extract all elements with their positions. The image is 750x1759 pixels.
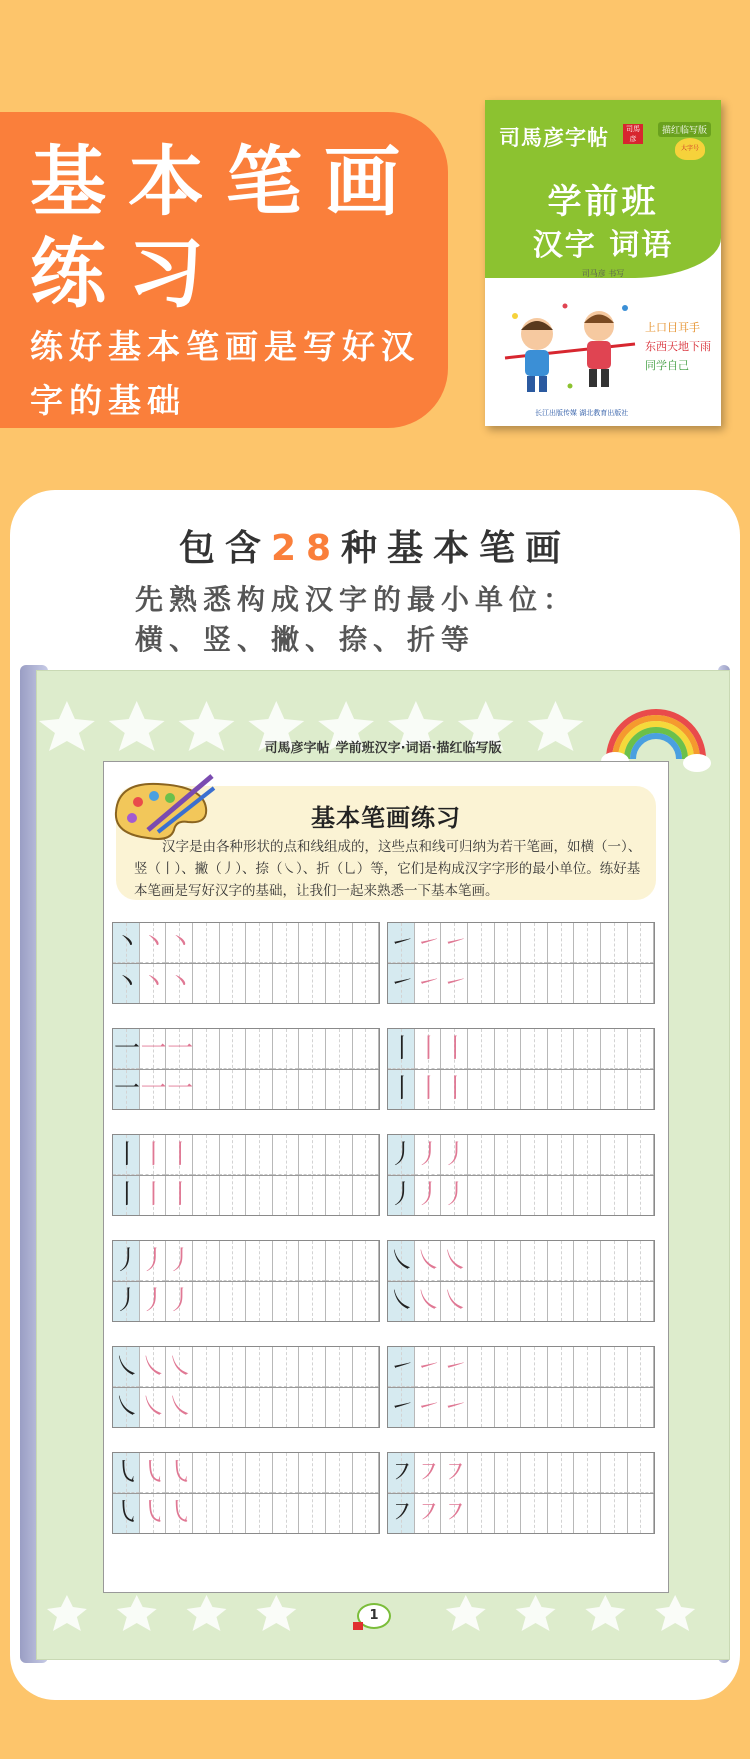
stroke-example: ㇀ bbox=[389, 1352, 416, 1382]
cover-brand: 司馬彦字帖 bbox=[499, 125, 609, 150]
workbook-header-text: 学前班汉字·词语·描红临写版 bbox=[335, 741, 502, 756]
stroke-trace: ㇏ bbox=[140, 1352, 167, 1382]
stroke-trace: 丨 bbox=[167, 1180, 194, 1210]
card-description-line1: 先熟悉构成汉字的最小单位： bbox=[135, 583, 578, 616]
page-number: 1 bbox=[357, 1603, 391, 1629]
stroke-trace: ㇇ bbox=[442, 1498, 469, 1528]
stroke-trace: ㇀ bbox=[415, 1392, 442, 1422]
cover-seal-stamp: 司馬彦 bbox=[623, 124, 643, 144]
stroke-trace: ㇂ bbox=[140, 1498, 167, 1528]
stroke-trace: ㇏ bbox=[415, 1286, 442, 1316]
stroke-trace: 丨 bbox=[140, 1180, 167, 1210]
stroke-example: ㇏ bbox=[389, 1286, 416, 1316]
stroke-trace: ㇀ bbox=[415, 968, 442, 998]
stroke-trace: 丶 bbox=[140, 968, 167, 998]
stroke-trace: 丨 bbox=[415, 1034, 442, 1064]
stroke-trace: ㇀ bbox=[442, 968, 469, 998]
stroke-trace: 丶 bbox=[140, 928, 167, 958]
grid-row-divider bbox=[113, 1175, 379, 1176]
stroke-example: 丿 bbox=[389, 1180, 416, 1210]
stroke-trace: ㇀ bbox=[442, 928, 469, 958]
stroke-practice-grid bbox=[112, 1240, 380, 1322]
stroke-trace: ㇂ bbox=[167, 1458, 194, 1488]
stroke-practice-grid bbox=[387, 1134, 655, 1216]
stroke-practice-grid bbox=[387, 1028, 655, 1110]
stroke-example: 丶 bbox=[114, 968, 141, 998]
stroke-example: 丨 bbox=[389, 1034, 416, 1064]
stroke-example: 一 bbox=[114, 1034, 141, 1064]
stroke-example: 一 bbox=[114, 1074, 141, 1104]
stroke-trace: ㇀ bbox=[415, 1352, 442, 1382]
stroke-trace: ㇏ bbox=[167, 1392, 194, 1422]
stroke-trace: 丿 bbox=[167, 1246, 194, 1276]
banner-subtitle: 练好基本笔画是写好汉字的基础 bbox=[30, 327, 420, 420]
stroke-example: ㇀ bbox=[389, 968, 416, 998]
practice-sheet bbox=[103, 761, 669, 1593]
stroke-trace: 丶 bbox=[167, 928, 194, 958]
stroke-practice-grid bbox=[112, 1452, 380, 1534]
stroke-practice-grid bbox=[387, 1346, 655, 1428]
stroke-example: ㇀ bbox=[389, 928, 416, 958]
stroke-example: 丿 bbox=[114, 1246, 141, 1276]
stroke-practice-grid bbox=[112, 1028, 380, 1110]
grid-row-divider bbox=[388, 1281, 654, 1282]
stroke-example: ㇂ bbox=[114, 1498, 141, 1528]
stroke-trace: ㇀ bbox=[415, 928, 442, 958]
stroke-example: ㇇ bbox=[389, 1458, 416, 1488]
stroke-practice-grid bbox=[112, 922, 380, 1004]
stroke-example: ㇏ bbox=[114, 1352, 141, 1382]
stroke-trace: 丿 bbox=[415, 1140, 442, 1170]
stroke-trace: 丨 bbox=[415, 1074, 442, 1104]
stroke-trace: 丨 bbox=[140, 1140, 167, 1170]
grid-row-divider bbox=[388, 963, 654, 964]
cover-badge: 描红临写版 bbox=[658, 122, 711, 137]
cover-title-line1: 学前班 bbox=[547, 182, 659, 222]
stroke-trace: ㇀ bbox=[442, 1352, 469, 1382]
workbook-page bbox=[36, 670, 730, 1660]
stroke-example: ㇏ bbox=[389, 1246, 416, 1276]
stroke-trace: ㇇ bbox=[415, 1498, 442, 1528]
cover-poem-line: 同学自己 bbox=[645, 359, 689, 372]
stroke-trace: ㇂ bbox=[140, 1458, 167, 1488]
stroke-example: 丶 bbox=[114, 928, 141, 958]
stroke-practice-grid bbox=[387, 1452, 655, 1534]
stroke-example: 丨 bbox=[114, 1140, 141, 1170]
stroke-trace: 丨 bbox=[442, 1034, 469, 1064]
grid-row-divider bbox=[113, 1387, 379, 1388]
stroke-trace: ㇏ bbox=[415, 1246, 442, 1276]
stroke-practice-grid bbox=[112, 1346, 380, 1428]
intro-text: 汉字是由各种形状的点和线组成的，这些点和线可归纳为若干笔画，如横（一）、竖（丨）、撇（丿）、捺（㇏）、折（乚）等，它们是构成汉字字形的最小单位。练好基本笔画是写好汉字的基础，让我们一起来熟悉一下基本笔画。 bbox=[134, 839, 642, 899]
grid-row-divider bbox=[113, 963, 379, 964]
stroke-practice-grid bbox=[387, 922, 655, 1004]
stroke-trace: ㇇ bbox=[442, 1458, 469, 1488]
cover-title-line2: 汉字 词语 bbox=[532, 228, 674, 263]
stroke-trace: ㇂ bbox=[167, 1498, 194, 1528]
stroke-trace: 一 bbox=[167, 1034, 194, 1064]
stroke-trace: 丿 bbox=[442, 1180, 469, 1210]
grid-row-divider bbox=[388, 1069, 654, 1070]
card-description bbox=[135, 580, 577, 660]
stroke-trace: 丨 bbox=[167, 1140, 194, 1170]
stroke-example: ㇂ bbox=[114, 1458, 141, 1488]
stroke-trace: 丿 bbox=[140, 1286, 167, 1316]
stroke-example: ㇏ bbox=[114, 1392, 141, 1422]
stroke-trace: 一 bbox=[140, 1034, 167, 1064]
card-heading-pre: 包含 bbox=[178, 528, 271, 569]
stroke-trace: ㇇ bbox=[415, 1458, 442, 1488]
stroke-trace: 丿 bbox=[442, 1140, 469, 1170]
content-card bbox=[10, 490, 740, 1700]
stroke-trace: 丨 bbox=[442, 1074, 469, 1104]
grid-row-divider bbox=[113, 1281, 379, 1282]
cover-poem-line: 上口目耳手 bbox=[645, 321, 700, 334]
stroke-example: 丿 bbox=[114, 1286, 141, 1316]
section-title: 基本笔画练习 bbox=[311, 804, 461, 832]
stroke-practice-grid bbox=[112, 1134, 380, 1216]
stroke-trace: 丶 bbox=[167, 968, 194, 998]
grid-row-divider bbox=[388, 1387, 654, 1388]
cover-publisher: 长江出版传媒 湖北教育出版社 bbox=[535, 409, 629, 417]
card-heading-post: 种基本笔画 bbox=[341, 528, 572, 569]
stroke-trace: ㇏ bbox=[442, 1286, 469, 1316]
cover-poem-line: 东西天地下雨 bbox=[645, 340, 711, 353]
stroke-trace: ㇏ bbox=[140, 1392, 167, 1422]
stroke-trace: ㇀ bbox=[442, 1392, 469, 1422]
stroke-trace: 一 bbox=[140, 1074, 167, 1104]
grid-row-divider bbox=[113, 1069, 379, 1070]
paint-palette-icon bbox=[108, 772, 218, 842]
grid-row-divider bbox=[388, 1493, 654, 1494]
stroke-trace: 丿 bbox=[167, 1286, 194, 1316]
card-description-line2: 横、竖、撇、捺、折等 bbox=[135, 623, 476, 656]
grid-row-divider bbox=[113, 1493, 379, 1494]
cover-author: 司马彦 书写 bbox=[581, 269, 625, 278]
card-heading bbox=[10, 520, 740, 571]
cover-medal-icon: 大字号 bbox=[675, 138, 705, 160]
stroke-trace: ㇏ bbox=[167, 1352, 194, 1382]
book-cover bbox=[485, 100, 721, 426]
stroke-trace: ㇏ bbox=[442, 1246, 469, 1276]
stroke-trace: 一 bbox=[167, 1074, 194, 1104]
stroke-trace: 丿 bbox=[140, 1246, 167, 1276]
card-heading-number: 28 bbox=[270, 528, 342, 569]
stroke-example: ㇀ bbox=[389, 1392, 416, 1422]
stroke-example: 丿 bbox=[389, 1140, 416, 1170]
stroke-practice-grid bbox=[387, 1240, 655, 1322]
stroke-trace: 丿 bbox=[415, 1180, 442, 1210]
workbook-header-brand: 司馬彦字帖 bbox=[264, 741, 330, 756]
stroke-example: ㇇ bbox=[389, 1498, 416, 1528]
running-kids-illustration bbox=[495, 296, 645, 396]
banner-title-line2: 练习 bbox=[30, 229, 226, 318]
title-banner bbox=[0, 112, 448, 428]
stroke-example: 丨 bbox=[114, 1180, 141, 1210]
cover-poem bbox=[645, 318, 711, 375]
grid-row-divider bbox=[388, 1175, 654, 1176]
stroke-example: 丨 bbox=[389, 1074, 416, 1104]
workbook-header bbox=[37, 737, 729, 756]
banner-title-line1: 基本笔画 bbox=[30, 137, 422, 226]
